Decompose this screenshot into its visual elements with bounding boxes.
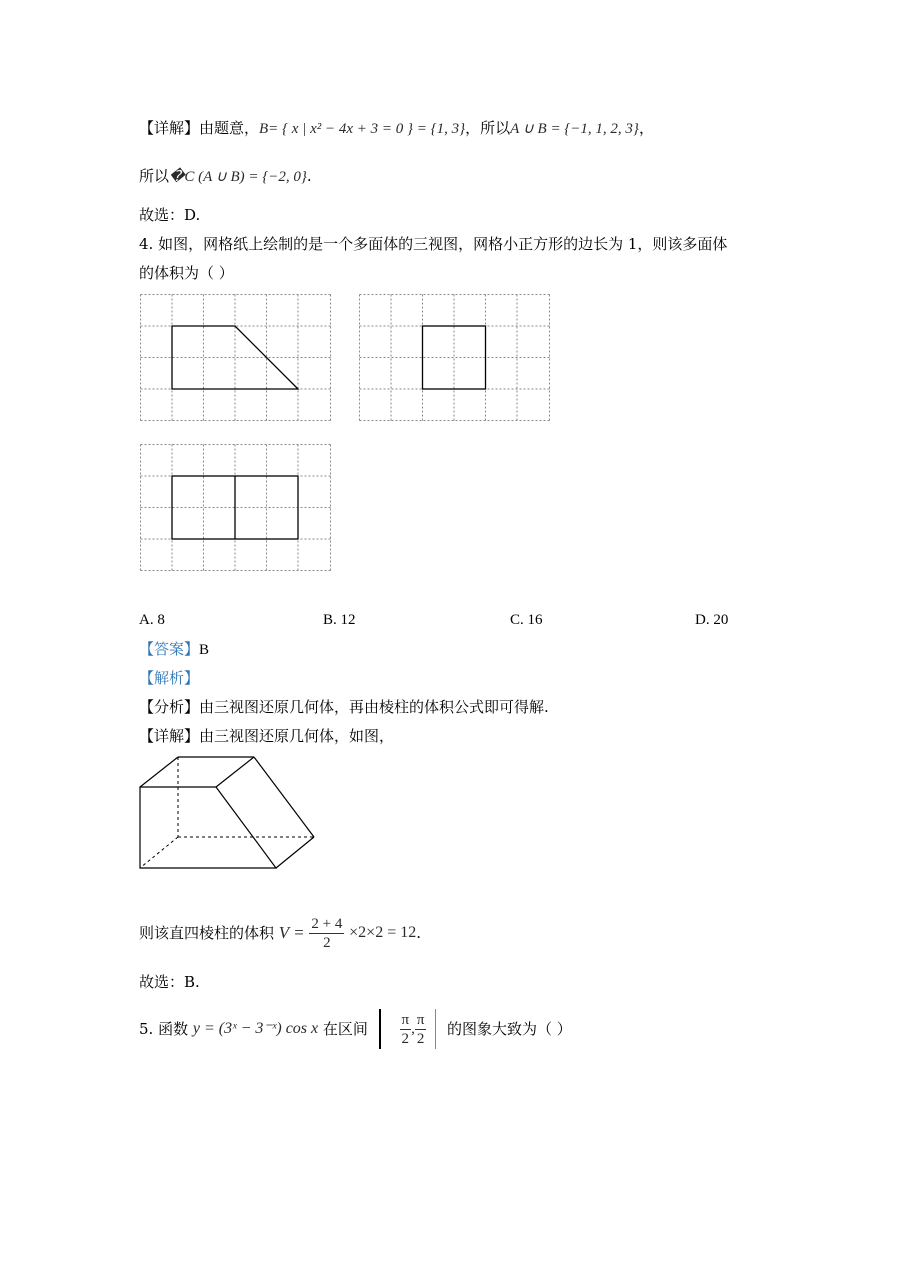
choice-d: 故选：D. <box>139 206 201 224</box>
top-view-figure <box>140 444 332 572</box>
comma: ， <box>638 119 654 137</box>
interval-den-2: 2 <box>416 1030 425 1047</box>
option-a: A. 8 <box>139 612 165 628</box>
analysis-detail: 【详解】由三视图还原几何体，如图， <box>139 727 395 745</box>
complement-expression: �C (A ∪ B) = {−2, 0} <box>169 169 307 185</box>
interval-left-bar <box>379 1009 381 1049</box>
front-view-figure <box>140 294 332 422</box>
prism-3d-figure <box>138 754 318 872</box>
question-5-line <box>139 1006 572 1051</box>
answer-line <box>139 639 209 660</box>
interval-num-2: π <box>416 1011 425 1028</box>
set-b-expression: B= { x | x² − 4x + 3 = 0 } = {1, 3} <box>259 121 466 137</box>
question-4-line-1: 4. 如图，网格纸上绘制的是一个多面体的三视图，网格小正方形的边长为 1，则该多面体 <box>139 235 728 253</box>
interval-comma: , <box>411 1021 415 1037</box>
answer-value: B <box>199 642 210 658</box>
option-b: B. 12 <box>323 612 356 628</box>
volume-period: . <box>416 924 421 942</box>
answer-label: 【答案】 <box>139 640 200 658</box>
volume-product: ×2×2 = 12 <box>349 924 417 941</box>
period: . <box>306 167 312 185</box>
question-4-line-2: 的体积为（ ） <box>139 264 234 282</box>
text-suoyi-2: 所以 <box>139 167 170 185</box>
choice-b: 故选：B. <box>139 973 200 991</box>
volume-fraction <box>309 915 344 952</box>
text-suoyi: ，所以 <box>465 119 511 137</box>
interval-den-1: 2 <box>401 1030 410 1047</box>
union-expression: A ∪ B = {−1, 1, 2, 3} <box>510 121 639 137</box>
volume-denominator: 2 <box>323 934 331 951</box>
detail-line-2 <box>139 166 312 187</box>
question-5-suffix: 的图象大致为（ ） <box>446 1020 572 1038</box>
option-c: C. 16 <box>510 612 543 628</box>
function-expression: y = (3ˣ − 3⁻ˣ) cos x <box>192 1020 319 1037</box>
interval-fraction-1 <box>400 1011 412 1048</box>
interval-label: 在区间 <box>322 1020 368 1038</box>
interval-fraction-2 <box>415 1011 427 1048</box>
volume-prefix: 则该直四棱柱的体积 <box>139 924 275 942</box>
volume-line <box>139 912 421 953</box>
detail-label: 【详解】由题意， <box>139 119 260 137</box>
volume-v: V = <box>278 923 305 942</box>
analysis-label: 【解析】 <box>139 669 200 687</box>
question-5-prefix: 5. 函数 <box>139 1020 189 1038</box>
interval-right-bar <box>435 1009 436 1049</box>
side-view-figure <box>359 294 551 422</box>
volume-numerator: 2 + 4 <box>311 915 343 932</box>
detail-line-1 <box>139 118 654 139</box>
analysis-fenxi: 【分析】由三视图还原几何体，再由棱柱的体积公式即可得解. <box>139 698 549 716</box>
option-d: D. 20 <box>695 612 729 628</box>
interval-num-1: π <box>401 1011 410 1028</box>
